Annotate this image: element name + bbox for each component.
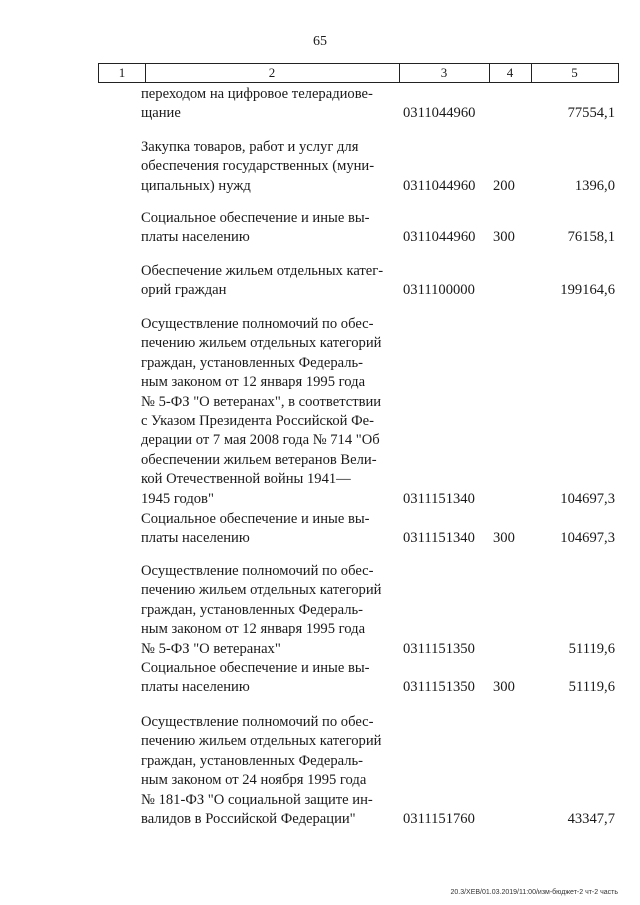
description-line: ным законом от 12 января 1995 года <box>141 621 366 638</box>
expense-type: 300 <box>493 229 515 246</box>
row-description <box>141 138 393 196</box>
description-line: с Указом Президента Российской Фе- <box>141 413 375 430</box>
description-line: № 5-ФЗ "О ветеранах" <box>141 640 281 657</box>
description-line: № 5-ФЗ "О ветеранах", в соответствии <box>141 393 382 410</box>
description-line: дерации от 7 мая 2008 года № 714 "Об <box>141 432 380 449</box>
description-line: граждан, установленных Федераль- <box>141 601 364 618</box>
target-code: 0311044960 <box>403 229 476 246</box>
description-line: ным законом от 24 ноября 1995 года <box>141 772 367 789</box>
table-column-header <box>98 63 619 83</box>
description-line: Осуществление полномочий по обес- <box>141 563 374 579</box>
amount: 77554,1 <box>567 105 615 122</box>
target-code: 0311100000 <box>403 282 475 299</box>
description-line: переходом на цифровое телерадиове- <box>141 86 373 102</box>
column-header-5: 5 <box>571 65 578 80</box>
column-header-3: 3 <box>399 64 490 82</box>
amount: 104697,3 <box>560 490 615 507</box>
description-line: граждан, установленных Федераль- <box>141 354 364 371</box>
column-header-1: 1 <box>99 64 146 82</box>
target-code: 0311151340 <box>403 530 475 547</box>
row-description <box>141 510 393 549</box>
target-code: 0311151760 <box>403 811 475 827</box>
row-description <box>141 209 393 248</box>
description-line: щание <box>141 105 181 122</box>
amount: 104697,3 <box>560 530 615 547</box>
target-code: 0311151340 <box>403 490 475 507</box>
row-description <box>141 562 393 659</box>
description-line: Социальное обеспечение и иные вы- <box>141 660 370 676</box>
footer-note: 20.3/ХЕВ/01.03.2019/11:00/изм-бюджет-2 чт-2 часть <box>450 889 618 896</box>
row-description <box>141 262 393 301</box>
target-code: 0311151350 <box>403 679 475 696</box>
description-line: печению жильем отдельных категорий <box>141 733 382 750</box>
row-description <box>141 659 393 698</box>
amount: 51119,6 <box>568 679 615 696</box>
page-number: 65 <box>313 34 327 49</box>
amount: 76158,1 <box>567 229 615 246</box>
description-line: № 181-ФЗ "О социальной защите ин- <box>141 791 373 808</box>
description-line: обеспечении жильем ветеранов Вели- <box>141 451 377 468</box>
description-line: ным законом от 12 января 1995 года <box>141 374 366 391</box>
column-header-4: 4 <box>489 64 532 82</box>
description-line: кой Отечественной войны 1941— <box>141 471 351 488</box>
description-line: ципальных) нужд <box>141 177 251 194</box>
expense-type: 300 <box>493 679 515 696</box>
expense-type: 200 <box>493 177 515 194</box>
description-line: обеспечения государственных (муни- <box>141 158 375 175</box>
target-code: 0311044960 <box>403 177 476 194</box>
description-line: платы населению <box>141 530 250 547</box>
description-line: валидов в Российской Федерации" <box>141 811 356 828</box>
target-code: 0311151350 <box>403 640 475 657</box>
description-line: Обеспечение жильем отдельных катег- <box>141 263 384 279</box>
row-description <box>141 713 393 829</box>
amount: 51119,6 <box>568 640 615 657</box>
description-line: Осуществление полномочий по обес- <box>141 714 374 730</box>
description-line: Социальное обеспечение и иные вы- <box>141 511 370 527</box>
description-line: Закупка товаров, работ и услуг для <box>141 139 359 155</box>
expense-type: 300 <box>493 530 515 547</box>
description-line: платы населению <box>141 679 250 696</box>
description-line: Социальное обеспечение и иные вы- <box>141 210 370 226</box>
description-line: 1945 годов" <box>141 490 214 507</box>
amount: 43347,7 <box>567 811 615 827</box>
description-line: платы населению <box>141 229 250 246</box>
description-line: печению жильем отдельных категорий <box>141 582 382 599</box>
description-line: орий граждан <box>141 282 227 299</box>
amount: 1396,0 <box>574 177 615 194</box>
description-line: Осуществление полномочий по обес- <box>141 316 374 332</box>
row-description <box>141 85 393 124</box>
description-line: граждан, установленных Федераль- <box>141 752 364 769</box>
row-description <box>141 315 393 509</box>
description-line: печению жильем отдельных категорий <box>141 335 382 352</box>
amount: 199164,6 <box>560 282 615 299</box>
target-code: 0311044960 <box>403 105 476 122</box>
column-header-2: 2 <box>145 64 400 82</box>
